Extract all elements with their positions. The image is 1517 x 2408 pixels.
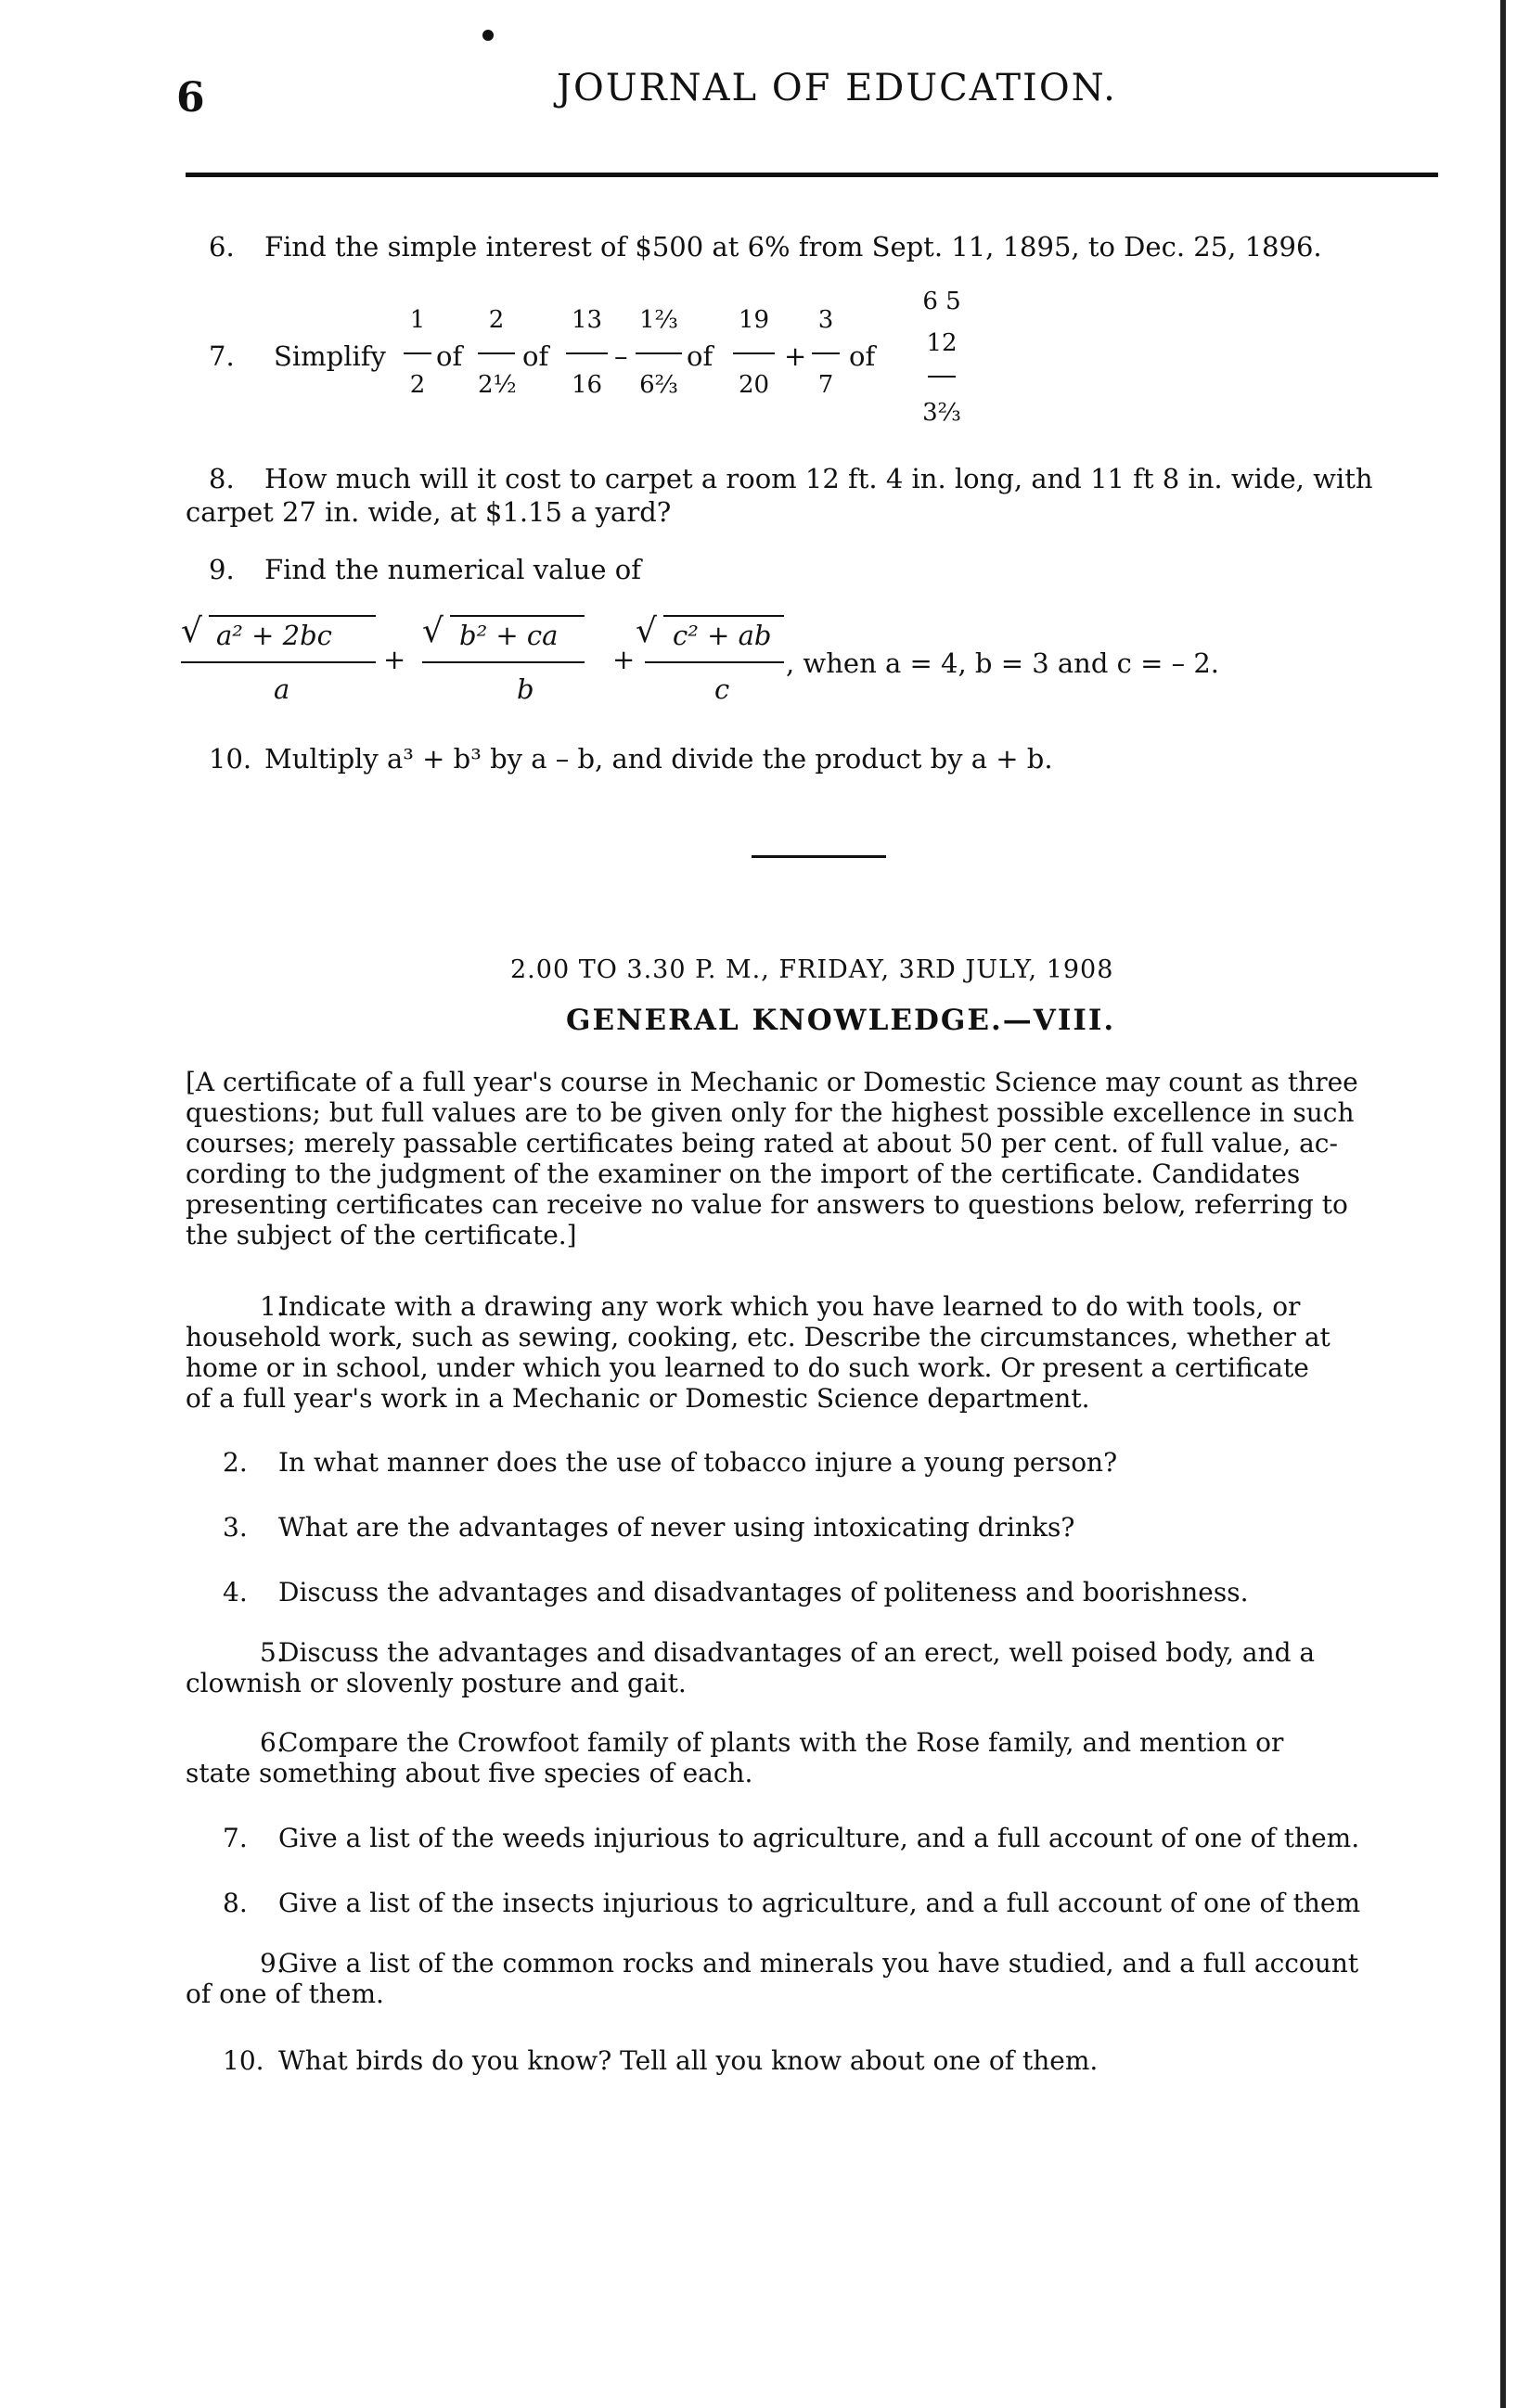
fraction-bar [422, 661, 585, 663]
question-number: 9. [260, 1948, 285, 1979]
header-rule [186, 173, 1438, 177]
question-line: Give a list of the common rocks and minerals you have studied, and a full account [278, 1948, 1359, 1979]
fraction-denominator: 2½ [478, 371, 517, 399]
fraction-numerator: 2 [488, 306, 505, 334]
question-text: Multiply a³ + b³ by a – b, and divide the product by a + b. [264, 743, 1053, 775]
section-title: GENERAL KNOWLEDGE.—VIII. [566, 1004, 1116, 1037]
arith-question-8-cont [186, 495, 671, 529]
question-number: 8. [223, 1888, 248, 1918]
radical-icon: √ [636, 612, 657, 650]
minus-sign: – [614, 340, 628, 372]
radical-vinculum [450, 615, 585, 617]
of-word: of [522, 340, 549, 372]
denominator-2: b [517, 673, 534, 705]
question-number: 5. [260, 1637, 285, 1668]
note-line: presenting certificates can receive no value for answers to questions below, referring to [186, 1189, 1348, 1220]
question-line: Discuss the advantages and disadvantages of politeness and boorishness. [278, 1577, 1249, 1607]
complex-fraction-mid: 12 [926, 329, 958, 357]
radicand-3: c² + ab [673, 620, 772, 651]
radical-icon: √ [422, 612, 444, 650]
question-number: 4. [223, 1577, 248, 1607]
question-line: of a full year's work in a Mechanic or Domestic Science department. [186, 1383, 1090, 1414]
fraction-numerator: 19 [738, 306, 770, 334]
fraction-numerator: 3 [817, 306, 834, 334]
exam-time: 2.00 TO 3.30 P. M., FRIDAY, 3RD JULY, 1908 [510, 955, 1114, 984]
question-text: Find the numerical value of [264, 554, 641, 585]
question-line: Discuss the advantages and disadvantages of an erect, well poised body, and a [278, 1637, 1316, 1668]
question-line: Indicate with a drawing any work which you have learned to do with tools, or [278, 1291, 1301, 1322]
fraction-bar [812, 352, 840, 354]
fraction-numerator: 13 [571, 306, 603, 334]
note-line: courses; merely passable certificates being rated at about 50 per cent. of full value, ac- [186, 1128, 1338, 1159]
plus-sign: + [784, 340, 807, 372]
page-edge [1500, 0, 1506, 2408]
page-number: 6 [176, 74, 205, 122]
radicand-2: b² + ca [459, 620, 559, 651]
question-line: household work, such as sewing, cooking, etc. Describe the circumstances, whether at [186, 1322, 1331, 1352]
question-number: 10. [209, 743, 252, 775]
gk-question-9 [186, 1948, 1447, 2009]
journal-title: JOURNAL OF EDUCATION. [557, 67, 1117, 109]
arith-question-8 [209, 462, 1373, 495]
question-line: Compare the Crowfoot family of plants with the Rose family, and mention or [278, 1727, 1284, 1758]
question-number: 2. [223, 1447, 248, 1478]
gk-question-2 [223, 1447, 1117, 1478]
complex-fraction-top: 6 5 [922, 288, 961, 315]
question-number: 10. [223, 2045, 264, 2076]
gk-question-4 [223, 1577, 1248, 1607]
question-number: 7. [223, 1823, 248, 1853]
question-text-line-2: carpet 27 in. wide, at $1.15 a yard? [186, 496, 672, 528]
question-text-line-1: How much will it cost to carpet a room 12 ft. 4 in. long, and 11 ft 8 in. wide, with [264, 463, 1373, 494]
complex-fraction-bar [928, 376, 956, 378]
question-number: 6. [209, 231, 235, 263]
condition-text: , when a = 4, b = 3 and c = – 2. [786, 647, 1219, 679]
gk-question-7 [223, 1823, 1359, 1853]
radical-expression [181, 608, 1294, 710]
note-line: questions; but full values are to be given only for the highest possible excellence in such [186, 1097, 1355, 1128]
question-line: state something about five species of each. [186, 1758, 753, 1788]
question-number: 9. [209, 554, 235, 585]
question-line: In what manner does the use of tobacco injure a young person? [278, 1447, 1118, 1478]
gk-question-8 [223, 1888, 1360, 1918]
denominator-1: a [274, 673, 290, 705]
question-line: Give a list of the weeds injurious to agriculture, and a full account of one of them. [278, 1823, 1360, 1853]
gk-question-10 [223, 2045, 1098, 2076]
gk-question-5 [186, 1637, 1447, 1698]
plus-sign: + [612, 644, 636, 675]
fraction-denominator: 16 [571, 371, 603, 399]
question-line: home or in school, under which you learned to do such work. Or present a certificate [186, 1352, 1309, 1383]
question-number: 7. [209, 340, 235, 372]
of-word: of [436, 340, 463, 372]
section-divider [752, 855, 886, 858]
fraction-denominator: 6⅔ [639, 371, 678, 399]
denominator-3: c [714, 673, 730, 705]
complex-fraction-bottom: 3⅔ [922, 399, 961, 427]
radical-vinculum [209, 615, 376, 617]
gk-question-6 [186, 1727, 1447, 1788]
question-line: of one of them. [186, 1979, 384, 2009]
fraction-numerator: 1 [409, 306, 426, 334]
of-word: of [849, 340, 876, 372]
arith-question-10 [209, 742, 1053, 775]
note-line: cording to the judgment of the examiner on the import of the certificate. Candidates [186, 1159, 1301, 1189]
fraction-bar [566, 352, 608, 354]
fraction-bar [404, 352, 431, 354]
radical-vinculum [663, 615, 784, 617]
question-number: 8. [209, 463, 235, 494]
gk-question-3 [223, 1512, 1074, 1543]
gk-question-1 [186, 1291, 1447, 1414]
arith-question-7 [209, 288, 1044, 445]
radicand-1: a² + 2bc [216, 620, 332, 651]
header-dot [482, 30, 494, 41]
fraction-bar [733, 352, 775, 354]
simplify-label: Simplify [274, 340, 386, 372]
fraction-bar [645, 661, 784, 663]
fraction-denominator: 20 [738, 371, 770, 399]
arith-question-9 [209, 553, 641, 586]
question-number: 1. [260, 1291, 285, 1322]
arith-question-6 [209, 230, 1322, 263]
fraction-numerator: 1⅔ [639, 306, 678, 334]
fraction-denominator: 2 [409, 371, 426, 399]
question-line: What birds do you know? Tell all you know about one of them. [278, 2045, 1099, 2076]
question-text: Find the simple interest of $500 at 6% from Sept. 11, 1895, to Dec. 25, 1896. [264, 231, 1322, 263]
plus-sign: + [383, 644, 406, 675]
question-line: What are the advantages of never using intoxicating drinks? [278, 1512, 1075, 1543]
fraction-denominator: 7 [817, 371, 834, 399]
radical-icon: √ [181, 612, 202, 650]
note-line: [A certificate of a full year's course in Mechanic or Domestic Science may count as three [186, 1067, 1358, 1097]
of-word: of [687, 340, 714, 372]
question-number: 6. [260, 1727, 285, 1758]
question-line: Give a list of the insects injurious to agriculture, and a full account of one of them [278, 1888, 1361, 1918]
fraction-bar [478, 352, 515, 354]
fraction-bar [181, 661, 376, 663]
note-line: the subject of the certificate.] [186, 1220, 577, 1250]
certificate-note [186, 1067, 1447, 1250]
question-number: 3. [223, 1512, 248, 1543]
question-line: clownish or slovenly posture and gait. [186, 1668, 687, 1698]
fraction-bar [636, 352, 682, 354]
